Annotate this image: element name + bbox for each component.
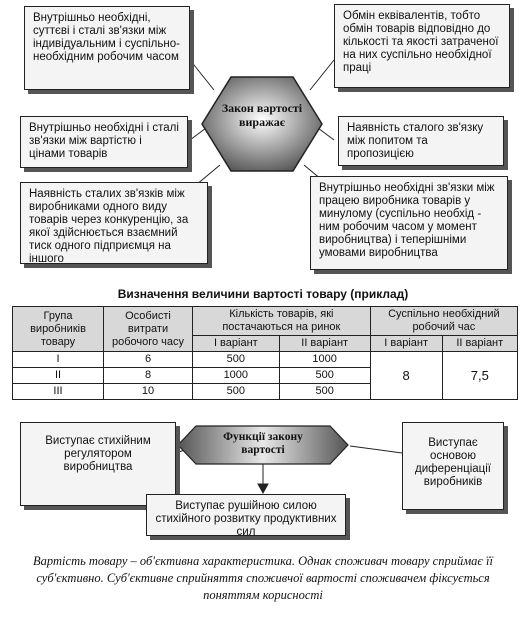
left-box-3: Наявність сталих зв'язків між виробниками одного виду товарів через конкуренцію, за якої здійснюється взаємний тиск одного підприємця на іншого [20, 182, 208, 264]
cell-group: I [13, 352, 104, 368]
header-social-time: Суспільно необхідний робочий час [370, 307, 517, 336]
cell-costs: 10 [104, 384, 193, 400]
footer-note: Вартість товару – об'єктивна характеристика. Однак споживач товару сприймає її суб'єктивно. Суб'єктивне сприйняття споживчої вартості споживачем фіксується поняттям корисності [33, 554, 493, 602]
left-box-1: Внутрішньо необхідні, суттєві і сталі зв'язки між індивідуальним і суспільно-необхідним робочим часом [24, 6, 190, 90]
cell-q2: 1000 [279, 352, 370, 368]
cell-q1: 500 [193, 384, 280, 400]
header-quantity: Кількість товарів, які постачаються на ринок [193, 307, 371, 336]
cell-group: II [13, 368, 104, 384]
header-group: Група виробників товару [13, 307, 104, 352]
header-social-v1: I варіант [370, 336, 442, 352]
function-left: Виступає стихійним регулятором виробництва [20, 422, 176, 506]
right-box-3: Внутрішньо необхідні зв'язки між працею виробника товарів у минулому (суспільно необхід - ним робочим часом у момент виробництва) і теперішніми умовами виробництва [310, 176, 508, 270]
cell-q1: 500 [193, 352, 280, 368]
right-box-1: Обмін еквівалентів, тобто обмін товарів відповідно до кількості та якості затраченої на них суспільно необхідної праці [334, 4, 510, 88]
cell-q2: 500 [279, 384, 370, 400]
function-center: Виступає рушійною силою стихійного розвитку продуктивних сил [146, 494, 346, 536]
cell-q1: 1000 [193, 368, 280, 384]
table-row [13, 352, 518, 368]
cell-q2: 500 [279, 368, 370, 384]
right-box-2: Наявність сталого зв'язку між попитом та пропозицією [338, 116, 504, 166]
cell-costs: 6 [104, 352, 193, 368]
cell-costs: 8 [104, 368, 193, 384]
cell-group: III [13, 384, 104, 400]
cell-social-v2: 7,5 [442, 352, 517, 400]
header-quantity-v2: II варіант [279, 336, 370, 352]
functions-title: Функції закону вартості [223, 431, 303, 456]
cell-social-v1: 8 [370, 352, 442, 400]
value-table [12, 306, 518, 400]
left-box-2: Внутрішньо необхідні і сталі зв'язки між вартістю і цінами товарів [20, 116, 188, 168]
header-social-v2: II варіант [442, 336, 517, 352]
header-costs: Особисті витрати робочого часу [104, 307, 193, 352]
law-title: Закон вартості виражає [221, 101, 303, 129]
table-title: Визначення величини вартості товару (приклад) [117, 287, 409, 301]
header-quantity-v1: I варіант [193, 336, 280, 352]
function-right: Виступає основою диференціації виробників [402, 422, 504, 510]
